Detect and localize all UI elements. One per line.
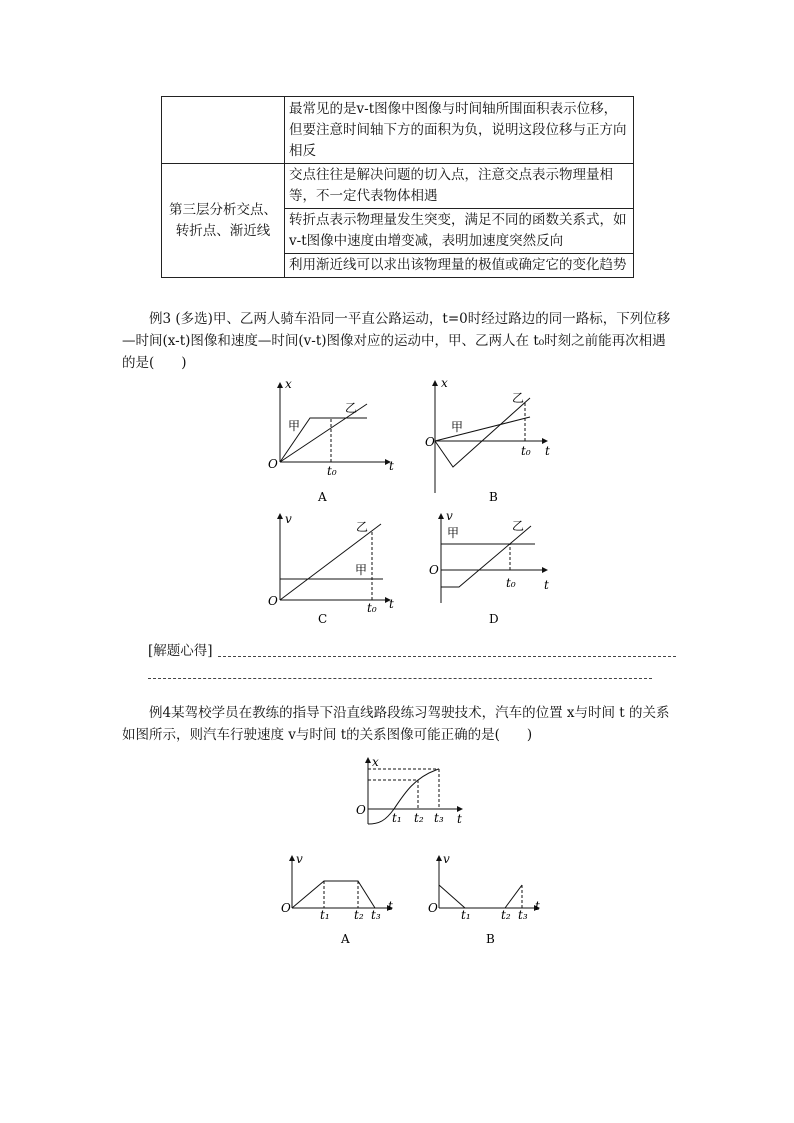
jia-label: 甲 xyxy=(288,419,301,433)
t0-label: t₀ xyxy=(367,601,377,615)
graph-c xyxy=(280,514,390,600)
notes-label: [解题心得] xyxy=(148,643,213,659)
xt-curve xyxy=(368,769,439,824)
jia-label: 甲 xyxy=(451,420,464,434)
axis-label: x xyxy=(372,756,379,769)
t1-label: t₁ xyxy=(461,908,471,922)
yi-label: 乙 xyxy=(345,401,358,415)
t3-label: t₃ xyxy=(434,811,444,825)
t2-label: t₂ xyxy=(354,908,364,922)
table-cell: 利用渐近线可以求出该物理量的极值或确定它的变化趋势 xyxy=(285,254,634,278)
option-a-graph xyxy=(292,856,392,908)
jia-label: 甲 xyxy=(355,563,368,577)
example4-xt-graph xyxy=(350,756,470,828)
axis-label: v xyxy=(285,512,292,526)
t0-label: t₀ xyxy=(506,576,516,590)
notes-line-2[interactable] xyxy=(148,678,652,679)
axis-label: t xyxy=(389,597,394,611)
jia-label: 甲 xyxy=(447,526,460,540)
table-cell: 最常见的是v-t图像中图像与时间轴所围面积表示位移，但要注意时间轴下方的面积为负，说明这段位移与正方向相反 xyxy=(285,97,634,164)
origin-label: O xyxy=(268,457,278,471)
table-row xyxy=(162,97,634,164)
t1-label: t₁ xyxy=(320,908,330,922)
axis-label: t xyxy=(545,444,550,458)
table-row xyxy=(162,164,634,209)
yi-label: 乙 xyxy=(512,391,525,405)
example4-question: 例4某驾校学员在教练的指导下沿直线路段练习驾驶技术，汽车的位置 x与时间 t 的关系如图所示，则汽车行驶速度 v与时间 t的关系图像可能正确的是( ) xyxy=(122,705,670,743)
option-b-label: B xyxy=(486,932,495,946)
t3-label: t₃ xyxy=(518,908,528,922)
axis-label: x xyxy=(441,376,448,390)
option-b-label: B xyxy=(489,490,498,504)
option-c-label: C xyxy=(318,612,328,626)
t2-label: t₂ xyxy=(414,811,424,825)
yi-line xyxy=(280,524,381,600)
axis-label: t xyxy=(544,578,549,592)
t2-label: t₂ xyxy=(501,908,511,922)
vt-line xyxy=(439,885,522,908)
table-cell xyxy=(162,97,285,164)
axis-label: t xyxy=(535,899,540,913)
t0-label: t₀ xyxy=(327,464,337,478)
vt-line xyxy=(292,881,375,908)
example4-options xyxy=(280,852,550,948)
yi-label: 乙 xyxy=(356,520,369,534)
origin-label: O xyxy=(281,901,291,915)
t0-label: t₀ xyxy=(521,444,531,458)
graph-b xyxy=(435,381,547,493)
axis-label: t xyxy=(389,459,394,473)
origin-label: O xyxy=(429,563,439,577)
axis-label: t xyxy=(388,899,393,913)
yi-line xyxy=(435,398,530,467)
yi-label: 乙 xyxy=(512,519,525,533)
origin-label: O xyxy=(428,901,438,915)
notes-line-1[interactable] xyxy=(218,656,676,657)
jia-line xyxy=(435,417,530,441)
example3-graphs xyxy=(255,375,555,635)
option-d-label: D xyxy=(489,612,499,626)
example3-question: 例3 (多选)甲、乙两人骑车沿同一平直公路运动，t=0时经过路边的同一路标，下列位移—时间(x-t)图像和速度—时间(v-t)图像对应的运动中，甲、乙两人在 t₀时刻之前能再次相遇的是( ) xyxy=(122,311,671,371)
option-b-graph xyxy=(439,856,539,908)
axis-label: v xyxy=(296,852,303,866)
axis-label: t xyxy=(457,812,462,826)
axis-label: v xyxy=(443,852,450,866)
origin-label: O xyxy=(356,803,366,817)
option-a-label: A xyxy=(318,490,327,504)
axis-label: x xyxy=(285,377,292,391)
origin-label: O xyxy=(425,435,435,449)
origin-label: O xyxy=(268,594,278,608)
table-cell-layer3: 第三层分析交点、转折点、渐近线 xyxy=(162,164,285,278)
summary-table xyxy=(161,96,634,278)
t1-label: t₁ xyxy=(392,811,402,825)
t3-label: t₃ xyxy=(371,908,381,922)
axis-label: v xyxy=(446,509,453,523)
table-cell: 转折点表示物理量发生突变，满足不同的函数关系式，如v-t图像中速度由增变减，表明加速度突然反向 xyxy=(285,209,634,254)
option-a-label: A xyxy=(341,932,350,946)
table-cell: 交点往往是解决问题的切入点，注意交点表示物理量相等，不一定代表物体相遇 xyxy=(285,164,634,209)
